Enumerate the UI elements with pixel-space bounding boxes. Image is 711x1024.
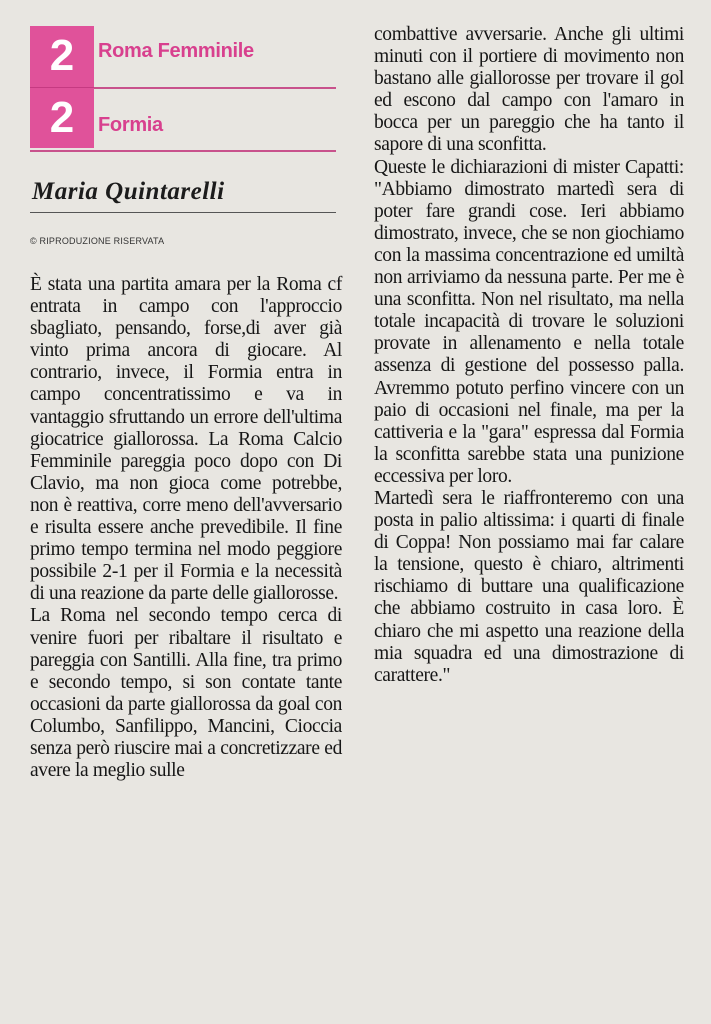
scoreboard [30, 26, 336, 152]
copyright-notice: © RIPRODUZIONE RISERVATA [30, 236, 165, 246]
away-team-name: Formia [98, 114, 163, 136]
byline-rule [30, 212, 336, 213]
home-score-row [30, 26, 336, 88]
article-paragraph: Queste le dichiarazioni di mister Capatti: "Abbiamo dimostrato martedì sera di poter fare grandi cose. Ieri abbiamo dimostrato, invece, che se non giochiamo con la massima concentrazione ed umiltà non arriviamo da nessuna parte. Per me è una sconfitta. Non nel risultato, ma nella totale incapacità di trovare le soluzioni provate in allenamento e nella totale assenza di gestione del possesso palla. Avremmo potuto perfino vincere con un paio di occasioni nel finale, ma per la cattiveria e la "gara" espressa dal Formia la sconfitta sarebbe stata una punizione eccessiva per loro. [374, 156, 684, 487]
author-byline: Maria Quintarelli [32, 178, 225, 205]
article-paragraph: combattive avversarie. Anche gli ultimi minuti con il portiere di movimento non bastano alle giallorosse per trovare il gol ed escono dal campo con l'amaro in bocca per un pareggio che ha tanto il sapore di una sconfitta. [374, 24, 684, 156]
left-column [30, 26, 342, 782]
home-score: 2 [30, 26, 94, 87]
away-score: 2 [30, 88, 94, 148]
right-column [374, 24, 684, 687]
article-body-left [30, 274, 342, 782]
scoreboard-bottom-line [30, 150, 336, 152]
article-paragraph: Martedì sera le riaffronteremo con una posta in palio altissima: i quarti di finale di Coppa! Non possiamo mai far calare la tensione, questo è chiaro, altrimenti rischiamo di buttare una qualificazione che abbiamo costruito in casa loro. È chiaro che mi aspetto una reazione della mia squadra ed una dimostrazione di carattere." [374, 487, 684, 686]
article-paragraph: La Roma nel secondo tempo cerca di venire fuori per ribaltare il risultato e pareggia con Santilli. Alla fine, tra primo e secondo tempo, si son contate tante occasioni da parte giallorossa da goal con Columbo, Sanfilippo, Mancini, Cioccia senza però riuscire mai a concretizzare ed avere la meglio sulle [30, 605, 342, 782]
home-team-name: Roma Femminile [98, 40, 254, 62]
article-body-right [374, 24, 684, 687]
away-score-row [30, 88, 336, 150]
article-paragraph: È stata una partita amara per la Roma cf entrata in campo con l'approccio sbagliato, pensando, forse,di aver già vinto prima ancora di giocare. Al contrario, invece, il Formia entra in campo concentratissimo e va in vantaggio sfruttando un errore dell'ultima giocatrice giallorossa. La Roma Calcio Femminile pareggia poco dopo con Di Clavio, ma non gioca come potrebbe, non è reattiva, corre meno dell'avversario e risulta essere anche prevedibile. Il fine primo tempo termina nel modo peggiore possibile 2-1 per il Formia e la necessità di una reazione da parte delle giallorosse. [30, 274, 342, 605]
